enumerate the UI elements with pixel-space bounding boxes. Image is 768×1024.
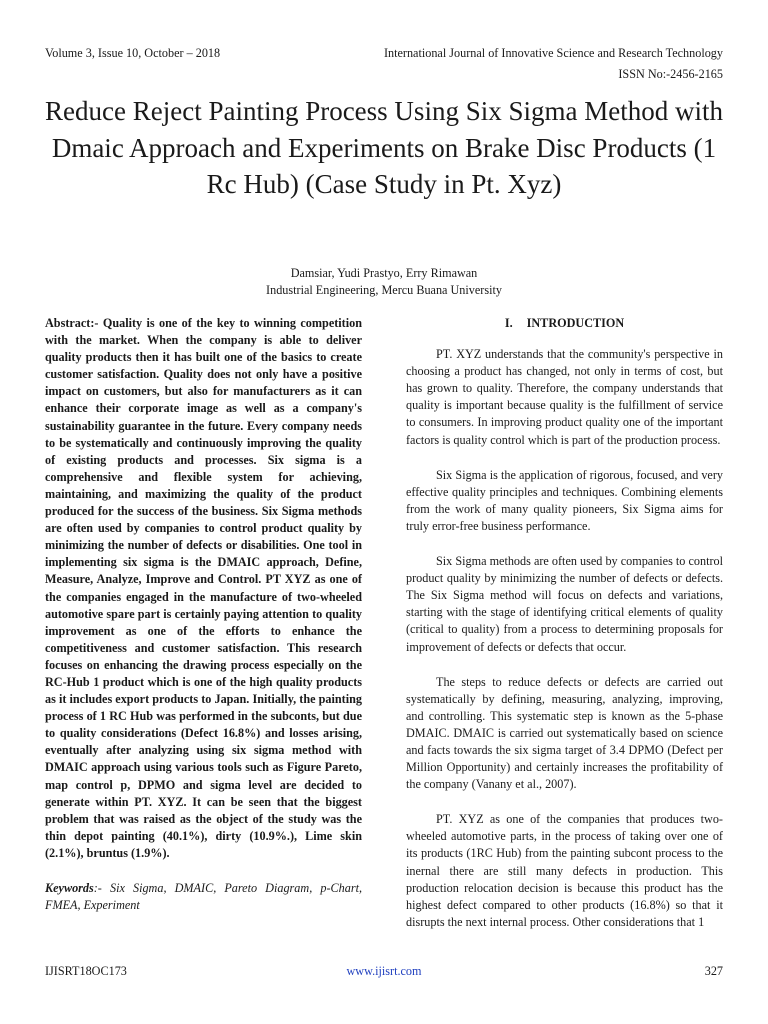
section-number: I. [504, 316, 513, 330]
intro-paragraph: PT. XYZ as one of the companies that produces two-wheeled automotive parts, in the process of taking over one of its products (1RC Hub) from the painting subcont process to the inernal there are still many defects in production. This production relocation decision is because this product has the highest defect compared to other products (16.8%) so that it disrupts the next internal process. Other considerations that 1 [406, 812, 723, 929]
affiliation: Industrial Engineering, Mercu Buana University [266, 283, 502, 297]
keywords-label: Keywords [45, 881, 94, 895]
intro-paragraph: Six Sigma is the application of rigorous, focused, and very effective quality principles and techniques. Combining elements from the work of many quality pioneers, Six Sigma aims for truly error-free business performance. [406, 467, 723, 533]
page-number: 327 [704, 964, 723, 978]
authors: Damsiar, Yudi Prastyo, Erry Rimawan [290, 266, 478, 280]
volume-issue: Volume 3, Issue 10, October – 2018 [45, 46, 221, 60]
intro-paragraph: Six Sigma methods are often used by companies to control product quality by minimizing the number of defects or defects. The Six Sigma method will focus on defects and variations, starting with the stage of identifying critical elements of quality (critical to quality) from a process to determining proposals for improvement of defects or defects that occur. [406, 554, 723, 654]
keywords-text: :- Six Sigma, DMAIC, Pareto Diagram, p-Chart, FMEA, Experiment [45, 881, 362, 913]
left-column [45, 315, 362, 914]
intro-paragraph: PT. XYZ understands that the community's perspective in choosing a product has changed, not only in terms of cost, but has grown to quality. Therefore, the company understands that quality is important because quality is the fulfillment of service to consumers. In improving product quality one of the important factors is quality control which is part of the production process. [406, 347, 723, 447]
intro-paragraph: The steps to reduce defects or defects are carried out systematically by defining, measuring, analyzing, improving, and controlling. This systematic step is known as the 5-phase DMAIC. DMAIC is carried out systematically based on science and facts towards the six sigma target of 3.4 DPMO (Defect per Million Opportunity) and certainly increases the profitability of the company (Vanany et al., 2007). [406, 674, 723, 792]
journal-name: International Journal of Innovative Science and Research Technology [383, 46, 723, 60]
right-column [406, 315, 723, 949]
paper-title: Reduce Reject Painting Process Using Six Sigma Method with Dmaic Approach and Experiments on Brake Disc Products (1 Rc Hub) (Case Study in Pt. Xyz) [45, 96, 723, 199]
keywords [45, 880, 362, 914]
paper-code: IJISRT18OC173 [45, 964, 127, 978]
issn: ISSN No:-2456-2165 [618, 67, 723, 81]
abstract: Abstract:- Quality is one of the key to winning competition with the market. When the company is able to deliver quality products then it has built one of the basics to create customer satisfaction. Quality does not only have a positive impact on customers, but also for manufacturers as it can enhance their corporate image as well as a company's sustainability guarantee in the future. Every company needs to be systematically and continuously improving the quality of existing products and processes. Six sigma is a comprehensive and flexible system for achieving, maintaining, and maximizing the quality of the product produced for the success of the business. Six Sigma methods are often used by companies to control product quality by minimizing the number of defects or disabilities. One tool in implementing six sigma is the DMAIC approach, Define, Measure, Analyze, Improve and Control. PT XYZ as one of the companies engaged in the manufacture of two-wheeled automotive spare part is certainly paying attention to quality improvement as one of the efforts to enhance the competitiveness and customer satisfaction. This research focuses on enhancing the drawing process especially on the RC-Hub 1 product which is one of the high quality products as it includes export products to Japan. Initially, the painting process of 1 RC Hub was performed in the subconts, but due to quality considerations (Defect 16.8%) and losses arising, eventually after analyzing using six sigma method with DMAIC approach using various tools such as Figure Pareto, map control p, DPMO and sigma level are decided to generate within PT. XYZ. It can be seen that the biggest problem that was raised as the object of the study was the thin depot painting (40.1%), dirty (10.9%.), Lime skin (2.1%), bruntus (1.9%). [45, 316, 362, 860]
section-heading [406, 315, 723, 332]
website-link[interactable]: www.ijisrt.com [346, 964, 422, 978]
section-title: INTRODUCTION [526, 316, 625, 330]
